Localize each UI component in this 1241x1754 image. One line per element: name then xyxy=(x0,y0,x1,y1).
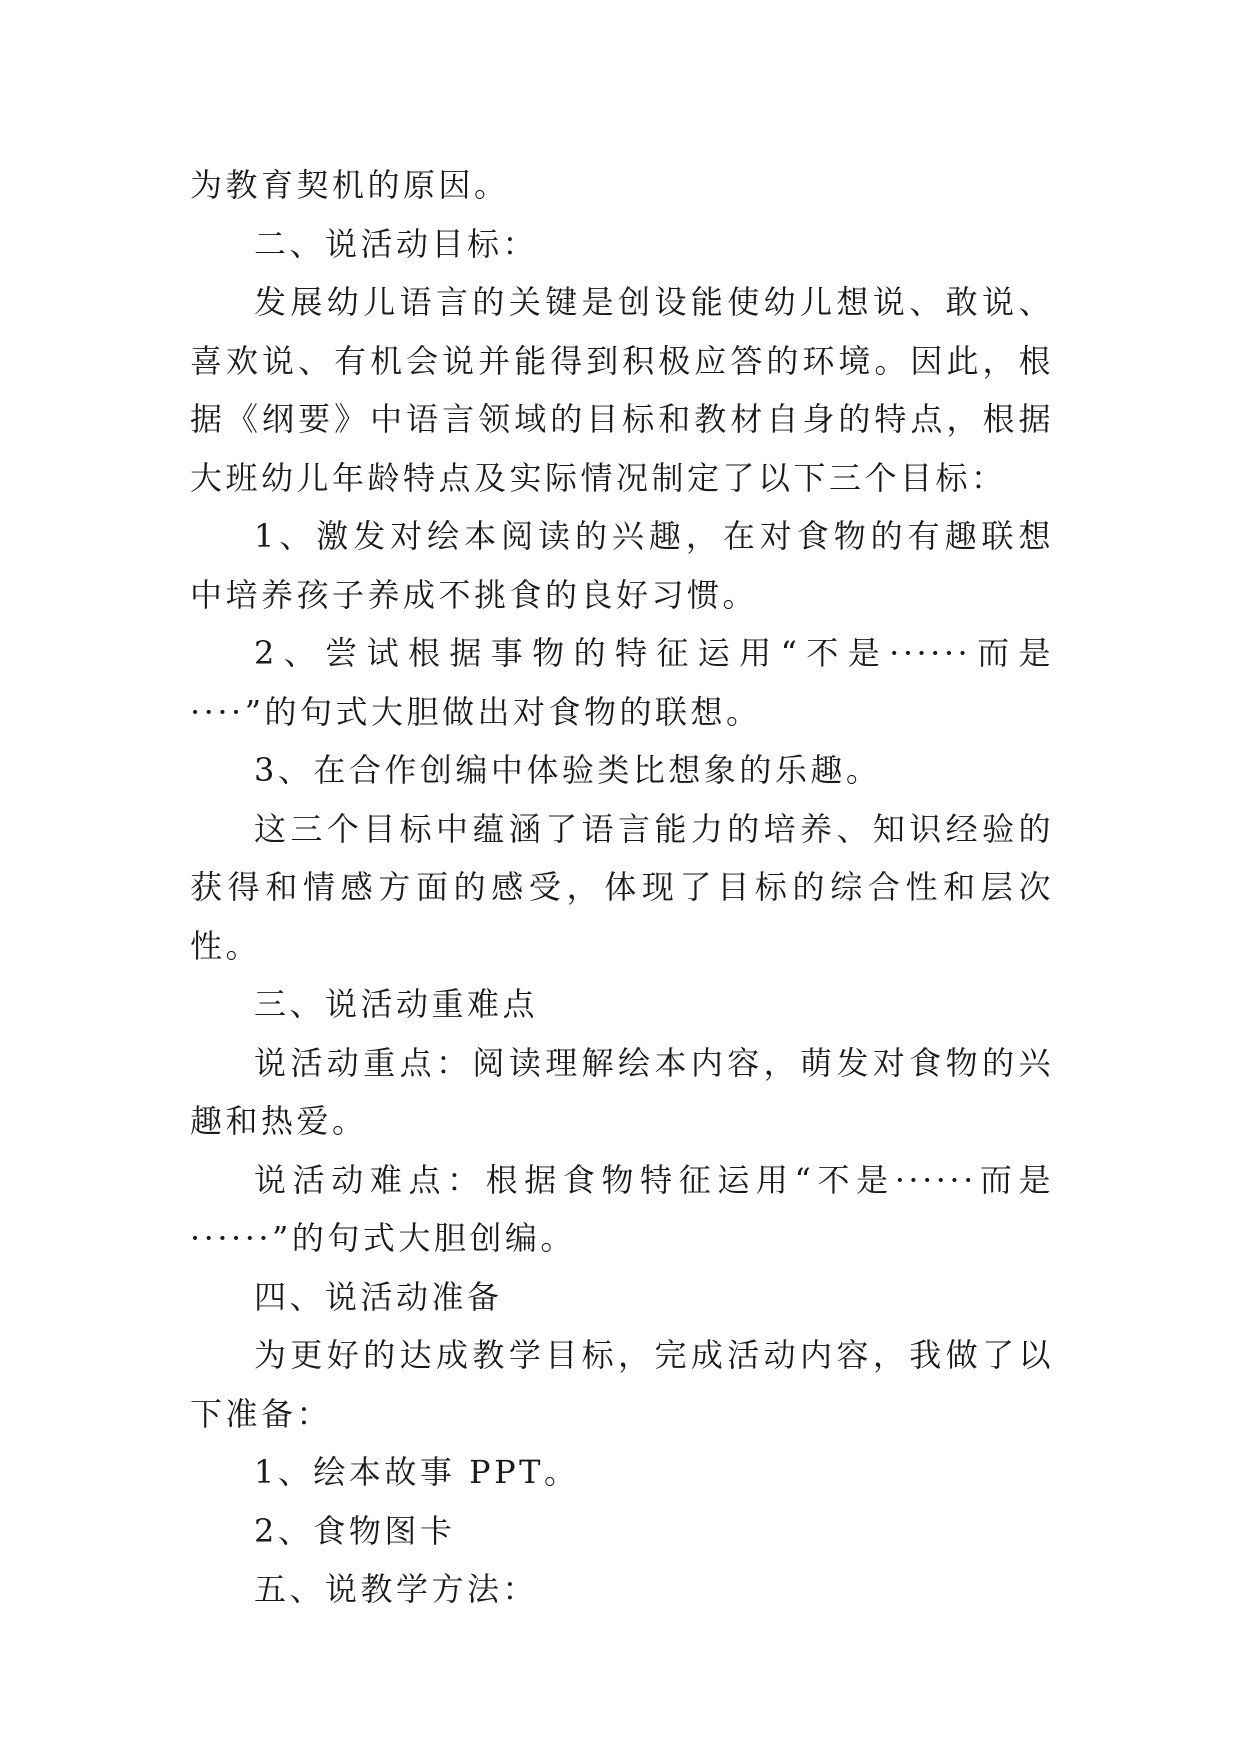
paragraph-continuation: 为教育契机的原因。 xyxy=(190,166,510,204)
paragraph-preparation-intro: 为更好的达成教学目标，完成活动内容，我做了以下准备： xyxy=(190,1336,1054,1433)
heading-key-difficult-points: 三、说活动重难点 xyxy=(254,985,539,1023)
heading-activity-goals: 二、说活动目标： xyxy=(254,224,539,263)
goal-item-3: 3、在合作创编中体验类比想象的乐趣。 xyxy=(254,751,882,789)
paragraph-difficult-point: 说活动难点：根据食物特征运用“不是······而是······”的句式大胆创编。 xyxy=(190,1160,1054,1257)
heading-teaching-methods: 五、说教学方法： xyxy=(254,1570,539,1608)
document-body xyxy=(190,156,1054,1619)
heading-activity-preparation: 四、说活动准备 xyxy=(254,1277,503,1316)
preparation-item-1: 1、绘本故事 PPT。 xyxy=(254,1453,580,1491)
paragraph-key-point: 说活动重点：阅读理解绘本内容，萌发对食物的兴趣和热爱。 xyxy=(190,1043,1054,1140)
goal-item-1: 1、激发对绘本阅读的兴趣，在对食物的有趣联想中培养孩子养成不挑食的良好习惯。 xyxy=(190,517,1054,614)
preparation-item-2: 2、食物图卡 xyxy=(254,1511,456,1550)
paragraph-goals-intro: 发展幼儿语言的关键是创设能使幼儿想说、敢说、喜欢说、有机会说并能得到积极应答的环境。因此，根据《纲要》中语言领域的目标和教材自身的特点，根据大班幼儿年龄特点及实际情况制定了以下三个目标： xyxy=(190,283,1054,497)
goal-item-2: 2、尝试根据事物的特征运用“不是······而是····”的句式大胆做出对食物的联想。 xyxy=(190,634,1054,731)
paragraph-goals-summary: 这三个目标中蕴涵了语言能力的培养、知识经验的获得和情感方面的感受，体现了目标的综合性和层次性。 xyxy=(190,809,1054,965)
